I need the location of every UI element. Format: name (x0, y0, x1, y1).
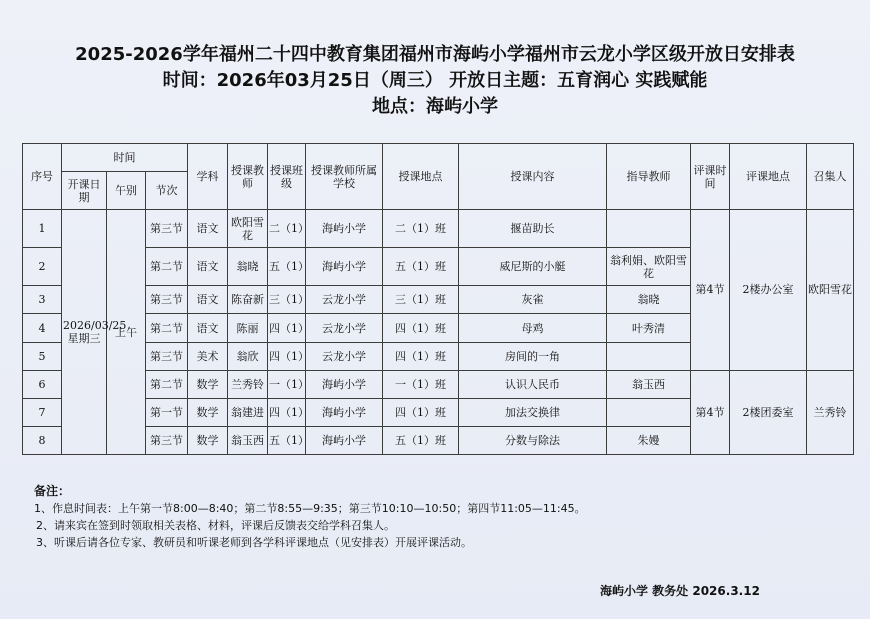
cell-session: 第二节 (146, 314, 188, 342)
cell-mentor (607, 210, 691, 248)
header-subject: 学科 (188, 144, 228, 210)
cell-grade: 五（1） (268, 248, 306, 286)
header-mentor: 指导教师 (607, 144, 691, 210)
cell-location: 一（1）班 (383, 370, 459, 398)
cell-no: 8 (23, 426, 62, 454)
header-session: 节次 (146, 172, 188, 210)
cell-school: 海屿小学 (306, 370, 383, 398)
title-line-1: 2025-2026学年福州二十四中教育集团福州市海屿小学福州市云龙小学区级开放日安排表 (75, 44, 795, 65)
cell-subject: 美术 (188, 342, 228, 370)
notes-title: 备注： (34, 484, 71, 498)
cell-review-time: 第4节 (691, 370, 730, 454)
header-period: 午别 (107, 172, 146, 210)
cell-convener: 欧阳雪花 (807, 210, 854, 370)
header-review-time: 评课时间 (691, 144, 730, 210)
cell-teacher: 翁晓 (228, 248, 268, 286)
note-item-2: 2、请来宾在签到时领取相关表格、材料，评课后反馈表交给学科召集人。 (36, 519, 395, 532)
schedule-table (22, 143, 854, 455)
cell-subject: 数学 (188, 370, 228, 398)
cell-mentor: 翁晓 (607, 286, 691, 314)
cell-mentor: 叶秀清 (607, 314, 691, 342)
cell-teacher: 翁欣 (228, 342, 268, 370)
cell-location: 四（1）班 (383, 398, 459, 426)
note-item-3: 3、听课后请各位专家、教研员和听课老师到各学科评课地点（见安排表）开展评课活动。 (36, 536, 472, 549)
cell-teacher: 翁玉西 (228, 426, 268, 454)
cell-teacher: 欧阳雪花 (228, 210, 268, 248)
cell-content: 威尼斯的小艇 (459, 248, 607, 286)
cell-grade: 一（1） (268, 370, 306, 398)
cell-location: 五（1）班 (383, 248, 459, 286)
cell-session: 第二节 (146, 370, 188, 398)
cell-mentor: 翁利娟、欧阳雪花 (607, 248, 691, 286)
title-line-3: 地点：海屿小学 (372, 96, 498, 117)
header-convener: 召集人 (807, 144, 854, 210)
cell-grade: 四（1） (268, 314, 306, 342)
title-line-2: 时间：2026年03月25日（周三） 开放日主题：五育润心 实践赋能 (162, 70, 708, 91)
cell-session: 第三节 (146, 342, 188, 370)
cell-mentor: 翁玉西 (607, 370, 691, 398)
cell-no: 7 (23, 398, 62, 426)
notes-block (34, 483, 586, 551)
cell-school: 海屿小学 (306, 426, 383, 454)
cell-review-place: 2楼团委室 (730, 370, 807, 454)
cell-session: 第三节 (146, 210, 188, 248)
cell-grade: 三（1） (268, 286, 306, 314)
signature: 海屿小学 教务处 2026.3.12 (600, 584, 760, 598)
cell-grade: 五（1） (268, 426, 306, 454)
header-review-place: 评课地点 (730, 144, 807, 210)
header-content: 授课内容 (459, 144, 607, 210)
cell-teacher: 翁建进 (228, 398, 268, 426)
cell-convener: 兰秀铃 (807, 370, 854, 454)
cell-subject: 语文 (188, 286, 228, 314)
header-teacher: 授课教师 (228, 144, 268, 210)
cell-content: 房间的一角 (459, 342, 607, 370)
cell-period: 上午 (107, 210, 146, 455)
cell-mentor: 朱嫚 (607, 426, 691, 454)
cell-location: 四（1）班 (383, 314, 459, 342)
header-seq: 序号 (23, 144, 62, 210)
cell-content: 分数与除法 (459, 426, 607, 454)
header-time: 时间 (62, 144, 188, 172)
table-row (23, 370, 854, 398)
cell-teacher: 陈奋新 (228, 286, 268, 314)
cell-content: 认识人民币 (459, 370, 607, 398)
cell-no: 2 (23, 248, 62, 286)
cell-teacher: 兰秀铃 (228, 370, 268, 398)
cell-grade: 二（1） (268, 210, 306, 248)
cell-school: 云龙小学 (306, 342, 383, 370)
cell-subject: 语文 (188, 314, 228, 342)
cell-school: 海屿小学 (306, 248, 383, 286)
cell-grade: 四（1） (268, 342, 306, 370)
cell-no: 3 (23, 286, 62, 314)
cell-school: 海屿小学 (306, 210, 383, 248)
cell-session: 第三节 (146, 286, 188, 314)
cell-no: 5 (23, 342, 62, 370)
cell-mentor (607, 398, 691, 426)
cell-grade: 四（1） (268, 398, 306, 426)
cell-session: 第二节 (146, 248, 188, 286)
cell-content: 揠苗助长 (459, 210, 607, 248)
header-location: 授课地点 (383, 144, 459, 210)
header-date: 开课日期 (62, 172, 107, 210)
cell-school: 云龙小学 (306, 314, 383, 342)
cell-location: 五（1）班 (383, 426, 459, 454)
cell-no: 6 (23, 370, 62, 398)
header-grade: 授课班级 (268, 144, 306, 210)
cell-content: 母鸡 (459, 314, 607, 342)
cell-school: 海屿小学 (306, 398, 383, 426)
table-row (23, 210, 854, 248)
cell-mentor (607, 342, 691, 370)
cell-no: 1 (23, 210, 62, 248)
cell-date: 2026/03/25星期三 (62, 210, 107, 455)
cell-subject: 语文 (188, 248, 228, 286)
header-school: 授课教师所属学校 (306, 144, 383, 210)
cell-no: 4 (23, 314, 62, 342)
cell-review-time: 第4节 (691, 210, 730, 370)
cell-review-place: 2楼办公室 (730, 210, 807, 370)
cell-subject: 语文 (188, 210, 228, 248)
cell-school: 云龙小学 (306, 286, 383, 314)
note-item-1: 1、作息时间表：上午第一节8:00—8:40；第二节8:55—9:35；第三节10:10—10:50；第四节11:05—11:45。 (34, 502, 586, 515)
cell-content: 加法交换律 (459, 398, 607, 426)
cell-session: 第一节 (146, 398, 188, 426)
cell-location: 二（1）班 (383, 210, 459, 248)
title-block (0, 42, 870, 120)
cell-location: 四（1）班 (383, 342, 459, 370)
cell-subject: 数学 (188, 398, 228, 426)
cell-content: 灰雀 (459, 286, 607, 314)
cell-teacher: 陈丽 (228, 314, 268, 342)
cell-session: 第三节 (146, 426, 188, 454)
cell-location: 三（1）班 (383, 286, 459, 314)
cell-subject: 数学 (188, 426, 228, 454)
